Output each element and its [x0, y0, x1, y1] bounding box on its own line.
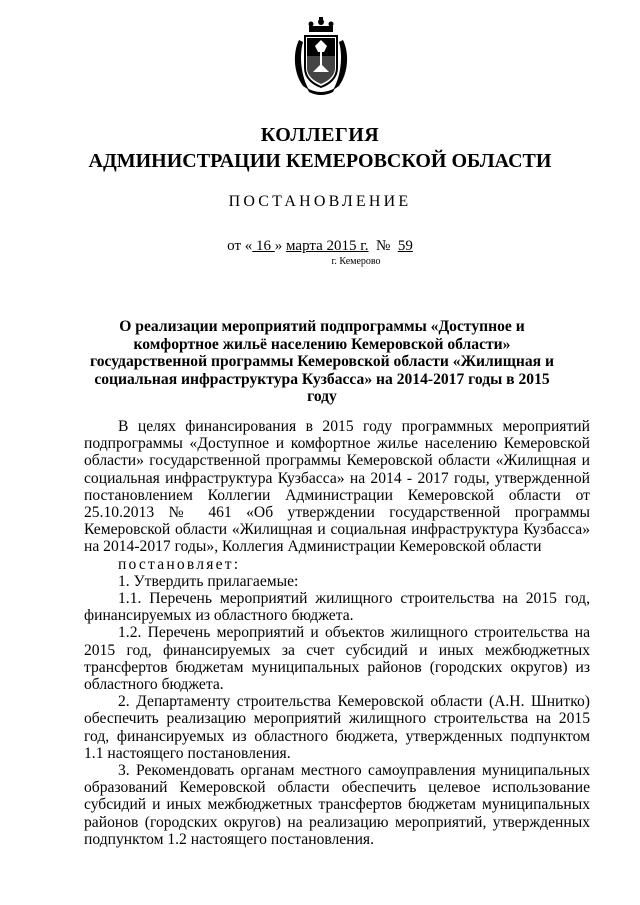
- date-prefix: от «: [227, 238, 253, 254]
- document-number: 59: [397, 238, 413, 254]
- date-day: 16: [256, 238, 272, 254]
- document-subject: О реализации мероприятий подпрограммы «Доступное и комфортное жильё населению Кемеровской области» государственной программы Кемеровской области «Жилищная и социальная инфраструктура Кузбасса» на 2014-2017 годы в 2015 году: [90, 318, 554, 405]
- city-label: г. Кемерово: [331, 256, 381, 267]
- date-month-year: марта 2015 г.: [286, 238, 369, 254]
- coat-of-arms-emblem: [289, 16, 353, 96]
- list-item: 3. Рекомендовать органам местного самоуправления муниципальных образований Кемеровской области обеспечить целевое использование субсидий и иных межбюджетных трансфертов бюджетам муниципальных районов (городских округов) на реализацию мероприятий, утвержденных подпунктом 1.2 настоящего постановления.: [84, 762, 590, 848]
- list-item: 1.2. Перечень мероприятий и объектов жилищного строительства на 2015 год, финансируемых за счет субсидий и иных межбюджетных трансфертов бюджетам муниципальных районов (городских округов) из областного бюджета.: [84, 624, 590, 694]
- intro-paragraph: В целях финансирования в 2015 году программных мероприятий подпрограммы «Доступное и комфортное жилье населению Кемеровской области» государственной программы Кемеровской области «Жилищная и социальная инфраструктура Кузбасса» на 2014 - 2017 годы, утвержденной постановлением Коллегии Администрации Кемеровской области от 25.10.2013 № 461 «Об утверждении государственной программы Кемеровской области «Жилищная и социальная инфраструктура Кузбасса» на 2014-2017 годы», Коллегия Администрации Кемеровской области: [84, 418, 590, 556]
- number-sign: №: [376, 238, 391, 254]
- document-type: ПОСТАНОВЛЕНИЕ: [228, 193, 412, 210]
- list-item: 1. Утвердить прилагаемые:: [118, 572, 299, 590]
- date-sep: »: [274, 238, 283, 254]
- resolves-label: постановляет:: [118, 555, 241, 573]
- list-item: 1.1. Перечень мероприятий жилищного строительства на 2015 год, финансируемых из областного бюджета.: [84, 590, 590, 625]
- date-line: [0, 238, 640, 255]
- org-line-2: АДМИНИСТРАЦИИ КЕМЕРОВСКОЙ ОБЛАСТИ: [88, 150, 552, 172]
- org-line-1: КОЛЛЕГИЯ: [260, 124, 380, 146]
- document-body: [84, 418, 590, 848]
- list-item: 2. Департаменту строительства Кемеровской области (А.Н. Шнитко) обеспечить реализацию мероприятий жилищного строительства на 2015 год, финансируемых из областного бюджета, утвержденных подпунктом 1.1 настоящего постановления.: [84, 693, 590, 762]
